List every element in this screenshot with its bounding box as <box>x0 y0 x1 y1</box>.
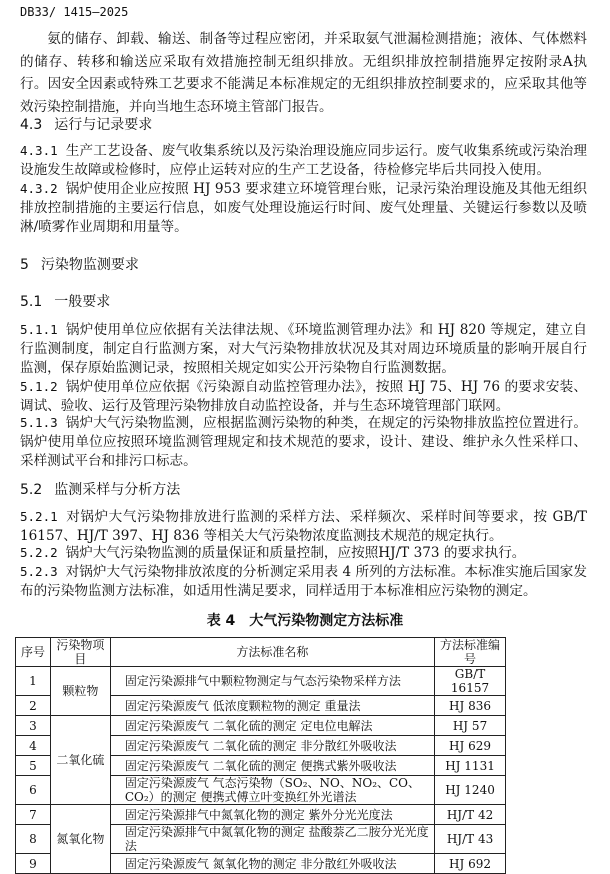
heading-title: 污染物监测要求 <box>40 257 139 273</box>
method-name: 固定污染源排气中颗粒物测定与气态污染物采样方法 <box>110 667 434 696</box>
table-row <box>16 716 506 736</box>
row-no: 7 <box>16 805 51 825</box>
intro-paragraph: 氨的储存、卸载、输送、制备等过程应密闭，并采取氨气泄漏检测措施；液体、气体燃料的储存、转移和输送应采取有效措施控制无组织排放。无组织排放控制措施界定按附录A执行。因安全因素或特殊工艺要求不能满足本标准规定的无组织排放控制要求的，应采取其他等效污染控制措施，并向当地生态环境主管部门报告。 <box>20 31 587 115</box>
table-row <box>16 667 506 696</box>
clause-text: 对锅炉大气污染物排放浓度的分析测定采用表 4 所列的方法标准。本标准实施后国家发布的污染物监测方法标准，如适用性满足要求，同样适用于本标准相应污染物的测定。 <box>20 564 587 599</box>
heading-number: 5.2 <box>20 482 43 498</box>
method-code: HJ 1240 <box>435 776 506 805</box>
method-code: HJ/T 43 <box>435 825 506 854</box>
clause-5-1-3 <box>20 413 587 471</box>
table-header-row <box>16 638 506 667</box>
heading-title: 一般要求 <box>54 294 111 310</box>
pollutant-group: 二氧化硫 <box>50 716 110 805</box>
heading-number: 5.1 <box>20 294 43 310</box>
row-no: 4 <box>16 736 51 756</box>
method-name: 固定污染源排气中氮氧化物的测定 紫外分光光度法 <box>110 805 434 825</box>
method-code: GB/T 16157 <box>435 667 506 696</box>
clause-5-2-2 <box>20 543 587 563</box>
clause-5-1-1 <box>20 320 587 378</box>
method-name: 固定污染源废气 低浓度颗粒物的测定 重量法 <box>110 696 434 716</box>
clause-number: 5.2.2 <box>20 545 58 560</box>
method-name: 固定污染源废气 二氧化硫的测定 便携式紫外吸收法 <box>110 756 434 776</box>
clause-text: 对锅炉大气污染物排放进行监测的采样方法、采样频次、采样时间等要求，按 GB/T 16157、HJ/T 397、HJ 836 等相关大气污染物浓度监测技术规范的规定执行。 <box>20 509 587 544</box>
clause-text: 生产工艺设备、废气收集系统以及污染治理设施应同步运行。废气收集系统或污染治理设施发生故障或检修时，应停止运转对应的生产工艺设备，待检修完毕后共同投入使用。 <box>20 143 587 178</box>
clause-number: 4.3.1 <box>20 143 58 158</box>
clause-4-3-2 <box>20 179 587 237</box>
clause-text: 锅炉使用企业应按照 HJ 953 要求建立环境管理台账，记录污染治理设施及其他无组织排放控制措施的主要运行信息，如废气处理设施运行时间、废气处理量、关键运行参数以及喷淋/喷雾作业周期和用量等。 <box>20 181 587 235</box>
method-name: 固定污染源废气 气态污染物（SO₂、NO、NO₂、CO、CO₂）的测定 便携式傅立叶变换红外光谱法 <box>110 776 434 805</box>
method-name: 固定污染源废气 二氧化硫的测定 定电位电解法 <box>110 716 434 736</box>
clause-number: 5.2.3 <box>20 564 58 579</box>
heading-title: 监测采样与分析方法 <box>54 482 181 498</box>
clause-number: 5.1.3 <box>20 415 58 430</box>
method-code: HJ 629 <box>435 736 506 756</box>
clause-4-3-1 <box>20 141 587 180</box>
clause-number: 5.1.2 <box>20 379 58 394</box>
clause-5-1-2 <box>20 377 587 416</box>
method-name: 固定污染源废气 氮氧化物的测定 非分散红外吸收法 <box>110 854 434 874</box>
heading-4-3 <box>20 114 152 134</box>
clause-text: 锅炉使用单位应依据有关法律法规、《环境监测管理办法》和 HJ 820 等规定，建立自行监测制度，制定自行监测方案，对大气污染物排放状况及其对周边环境质量的影响开展自行监测，保存原始监测记录，按照相关规定如实公开污染物自行监测数据。 <box>20 322 587 376</box>
row-no: 3 <box>16 716 51 736</box>
header-method-name: 方法标准名称 <box>110 638 434 667</box>
header-pollutant: 污染物项目 <box>50 638 110 667</box>
row-no: 6 <box>16 776 51 805</box>
clause-text: 锅炉大气污染物监测，应根据监测污染物的种类，在规定的污染物排放监控位置进行。锅炉使用单位应按照环境监测管理规定和技术规范的要求，设计、建设、维护永久性采样口、采样测试平台和排污口标志。 <box>20 415 587 469</box>
clause-number: 5.2.1 <box>20 509 58 524</box>
method-code: HJ 692 <box>435 854 506 874</box>
clause-number: 4.3.2 <box>20 181 58 196</box>
table-title: 表 4 大气污染物测定方法标准 <box>206 613 404 629</box>
clause-text: 锅炉大气污染物监测的质量保证和质量控制，应按照HJ/T 373 的要求执行。 <box>65 545 526 561</box>
document-code-header: DB33/ 1415—2025 <box>20 5 129 19</box>
heading-5 <box>20 254 139 274</box>
clause-number: 5.1.1 <box>20 322 58 337</box>
heading-number: 4.3 <box>20 117 43 133</box>
pollutant-group: 氮氧化物 <box>50 805 110 874</box>
clause-5-2-1 <box>20 507 587 546</box>
heading-number: 5 <box>20 257 29 273</box>
row-no: 5 <box>16 756 51 776</box>
pollutant-group: 颗粒物 <box>50 667 110 716</box>
method-standards-table <box>15 637 506 874</box>
table-row <box>16 805 506 825</box>
method-code: HJ 836 <box>435 696 506 716</box>
row-no: 2 <box>16 696 51 716</box>
method-code: HJ/T 42 <box>435 805 506 825</box>
row-no: 1 <box>16 667 51 696</box>
method-name: 固定污染源排气中氮氧化物的测定 盐酸萘乙二胺分光光度法 <box>110 825 434 854</box>
heading-5-1 <box>20 291 110 311</box>
heading-title: 运行与记录要求 <box>54 117 153 133</box>
header-method-code: 方法标准编号 <box>435 638 506 667</box>
method-code: HJ 57 <box>435 716 506 736</box>
row-no: 8 <box>16 825 51 854</box>
clause-text: 锅炉使用单位应依据《污染源自动监控管理办法》，按照 HJ 75、HJ 76 的要求安装、调试、验收、运行及管理污染物排放自动监控设备，并与生态环境管理部门联网。 <box>20 379 587 414</box>
heading-5-2 <box>20 479 180 499</box>
clause-5-2-3 <box>20 562 587 601</box>
row-no: 9 <box>16 854 51 874</box>
header-no: 序号 <box>16 638 51 667</box>
method-code: HJ 1131 <box>435 756 506 776</box>
method-name: 固定污染源废气 二氧化硫的测定 非分散红外吸收法 <box>110 736 434 756</box>
